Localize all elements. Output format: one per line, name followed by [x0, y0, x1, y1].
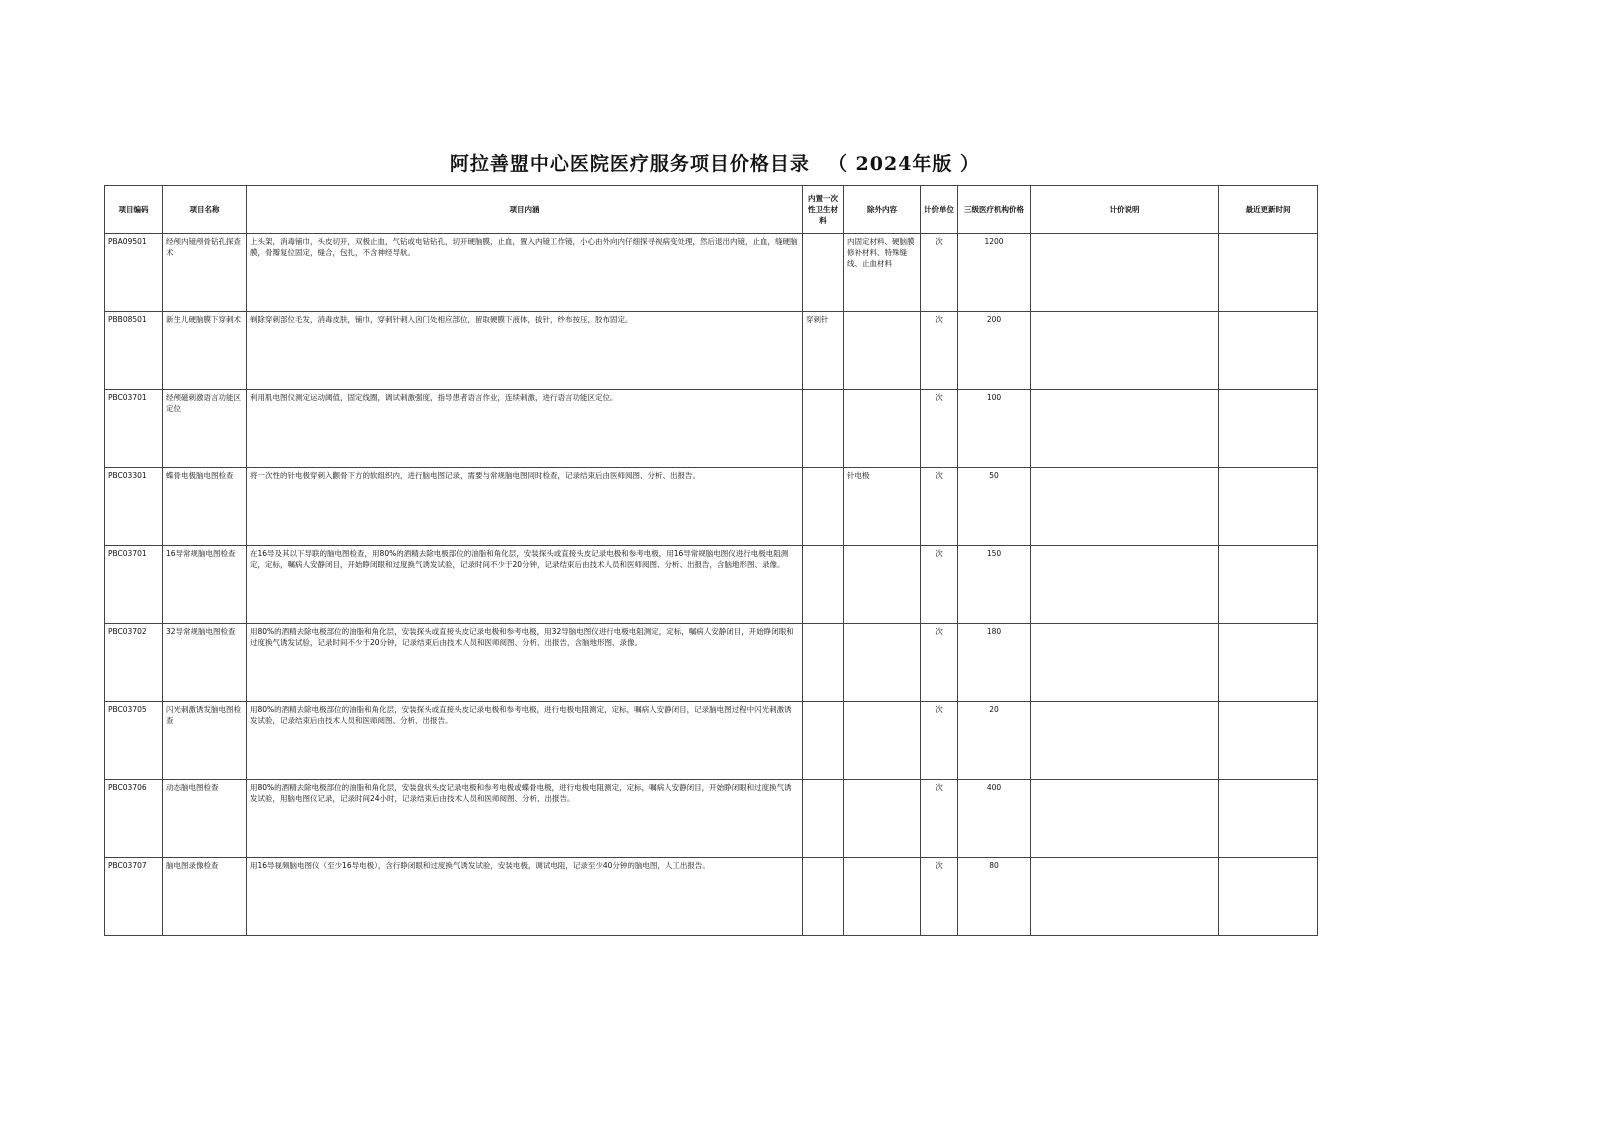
cell-name: 脑电图录像检查: [163, 858, 247, 936]
cell-material: [803, 624, 844, 702]
cell-code: PBC03706: [105, 780, 163, 858]
cell-excluded: [844, 312, 921, 390]
cell-updated: [1219, 546, 1318, 624]
table-row: [105, 546, 1318, 624]
cell-material: [803, 858, 844, 936]
cell-name: 闪光刺激诱发脑电图检查: [163, 702, 247, 780]
cell-updated: [1219, 780, 1318, 858]
cell-name: 蝶骨电极脑电图检查: [163, 468, 247, 546]
cell-name: 动态脑电图检查: [163, 780, 247, 858]
cell-excluded: 内固定材料、硬脑膜修补材料、特殊缝线、止血材料: [844, 234, 921, 312]
table-row: [105, 780, 1318, 858]
table-row: [105, 624, 1318, 702]
cell-unit: 次: [921, 234, 958, 312]
cell-name: 32导常规脑电图检查: [163, 624, 247, 702]
cell-code: PBC03705: [105, 702, 163, 780]
cell-price: 1200: [958, 234, 1031, 312]
cell-unit: 次: [921, 702, 958, 780]
cell-excluded: 针电极: [844, 468, 921, 546]
table-header-row: [105, 186, 1318, 234]
header-unit: 计价单位: [921, 186, 958, 234]
cell-note: [1031, 234, 1219, 312]
cell-material: [803, 702, 844, 780]
cell-content: 用80%的酒精去除电极部位的油脂和角化层，安装探头或直接头皮记录电极和参考电极，用32导脑电图仪进行电极电阻测定，定标，嘱病人安静闭目，开始睁闭眼和过度换气诱发试验，记录时间不少于20分钟，记录结束后由技术人员和医师阅图、分析、出报告，含脑地形图、录像。: [247, 624, 803, 702]
header-material: 内置一次性卫生材料: [803, 186, 844, 234]
cell-content: 上头架，消毒铺巾，头皮切开，双极止血，气钻或电钻钻孔，切开硬脑膜，止血，置入内镜工作镜，小心由外向内仔细探寻视病变处理，然后退出内镜，止血，缝硬脑膜，骨瓣复位固定，缝合，包扎，不含神经导航。: [247, 234, 803, 312]
cell-content: 在16导及其以下导联的脑电图检查，用80%的酒精去除电极部位的油脂和角化层，安装探头或直接头皮记录电极和参考电极，用16导常规脑电图仪进行电极电阻测定，定标，嘱病人安静闭目，开始睁闭眼和过度换气诱发试验，记录时间不少于20分钟，记录结束后由技术人员和医师阅图、分析、出报告，含脑地形图、录像。: [247, 546, 803, 624]
cell-material: [803, 468, 844, 546]
cell-name: 16导常规脑电图检查: [163, 546, 247, 624]
cell-excluded: [844, 624, 921, 702]
table-row: [105, 702, 1318, 780]
cell-price: 80: [958, 858, 1031, 936]
cell-content: 剃除穿刺部位毛发，消毒皮肤，铺巾，穿刺针刺入囟门处相应部位，留取硬膜下液体，拔针，纱布按压，胶布固定。: [247, 312, 803, 390]
cell-price: 150: [958, 546, 1031, 624]
cell-content: 用80%的酒精去除电极部位的油脂和角化层，安装探头或直接头皮记录电极和参考电极，进行电极电阻测定，定标，嘱病人安静闭目，记录脑电图过程中闪光刺激诱发试验，记录结束后由技术人员和医师阅图、分析、出报告。: [247, 702, 803, 780]
table-row: [105, 858, 1318, 936]
price-table: [104, 185, 1318, 936]
cell-material: 穿刺针: [803, 312, 844, 390]
cell-price: 100: [958, 390, 1031, 468]
cell-unit: 次: [921, 624, 958, 702]
cell-excluded: [844, 780, 921, 858]
table-row: [105, 234, 1318, 312]
header-price: 三级医疗机构价格: [958, 186, 1031, 234]
document-title: [0, 149, 1430, 176]
cell-material: [803, 390, 844, 468]
cell-note: [1031, 390, 1219, 468]
cell-code: PBC03301: [105, 468, 163, 546]
cell-name: 经颅磁刺激语言功能区定位: [163, 390, 247, 468]
cell-excluded: [844, 546, 921, 624]
cell-content: 用16导视频脑电图仪（至少16导电极），含行睁闭眼和过度换气诱发试验，安装电极，调试电阻，记录至少40分钟的脑电图，人工出报告。: [247, 858, 803, 936]
cell-note: [1031, 858, 1219, 936]
cell-unit: 次: [921, 858, 958, 936]
cell-code: PBA09501: [105, 234, 163, 312]
cell-updated: [1219, 468, 1318, 546]
cell-updated: [1219, 858, 1318, 936]
cell-material: [803, 780, 844, 858]
title-text: 阿拉善盟中心医院医疗服务项目价格目录: [449, 153, 810, 175]
cell-excluded: [844, 390, 921, 468]
cell-code: PBC03702: [105, 624, 163, 702]
cell-content: 将一次性的针电极穿刺入颧骨下方的软组织内，进行脑电图记录，需要与常规脑电图同时检查，记录结束后由医师阅图、分析、出报告。: [247, 468, 803, 546]
cell-unit: 次: [921, 312, 958, 390]
header-note: 计价说明: [1031, 186, 1219, 234]
cell-unit: 次: [921, 390, 958, 468]
cell-updated: [1219, 312, 1318, 390]
cell-unit: 次: [921, 468, 958, 546]
cell-note: [1031, 468, 1219, 546]
table-row: [105, 390, 1318, 468]
cell-content: 利用肌电图仪测定运动阈值，固定线圈，调试刺激强度，指导患者语言作业，连续刺激，进行语言功能区定位。: [247, 390, 803, 468]
cell-unit: 次: [921, 780, 958, 858]
header-content: 项目内涵: [247, 186, 803, 234]
cell-updated: [1219, 624, 1318, 702]
table-row: [105, 312, 1318, 390]
header-excluded: 除外内容: [844, 186, 921, 234]
cell-price: 180: [958, 624, 1031, 702]
cell-note: [1031, 312, 1219, 390]
cell-updated: [1219, 234, 1318, 312]
cell-note: [1031, 702, 1219, 780]
cell-excluded: [844, 858, 921, 936]
cell-material: [803, 546, 844, 624]
cell-material: [803, 234, 844, 312]
cell-note: [1031, 546, 1219, 624]
cell-updated: [1219, 702, 1318, 780]
cell-content: 用80%的酒精去除电极部位的油脂和角化层，安装盘状头皮记录电极和参考电极或蝶骨电极，进行电极电阻测定，定标，嘱病人安静闭目，开始睁闭眼和过度换气诱发试验，用脑电图仪记录，记录时间24小时，记录结束后由技术人员和医师阅图、分析、出报告。: [247, 780, 803, 858]
cell-code: PBC03701: [105, 546, 163, 624]
title-year: （ 2024年版 ）: [827, 153, 981, 175]
cell-code: PBC03707: [105, 858, 163, 936]
cell-code: PBB08501: [105, 312, 163, 390]
header-code: 项目编码: [105, 186, 163, 234]
cell-unit: 次: [921, 546, 958, 624]
header-name: 项目名称: [163, 186, 247, 234]
cell-note: [1031, 624, 1219, 702]
table-row: [105, 468, 1318, 546]
cell-price: 20: [958, 702, 1031, 780]
cell-price: 200: [958, 312, 1031, 390]
cell-code: PBC03701: [105, 390, 163, 468]
cell-name: 经颅内镜颅骨钻孔探查术: [163, 234, 247, 312]
header-updated: 最近更新时间: [1219, 186, 1318, 234]
cell-excluded: [844, 702, 921, 780]
cell-updated: [1219, 390, 1318, 468]
cell-price: 400: [958, 780, 1031, 858]
cell-name: 新生儿硬脑膜下穿刺术: [163, 312, 247, 390]
cell-price: 50: [958, 468, 1031, 546]
cell-note: [1031, 780, 1219, 858]
